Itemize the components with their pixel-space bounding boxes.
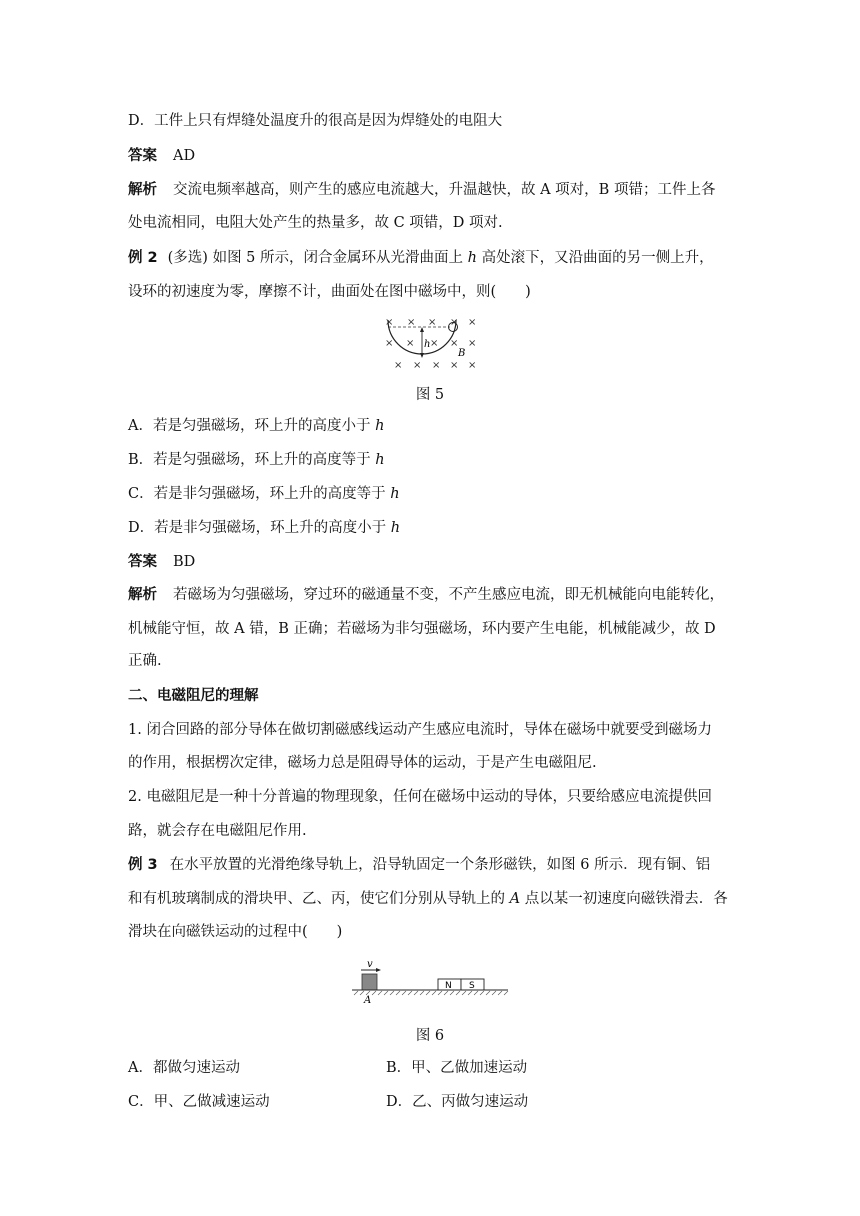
field-mark: ×	[468, 360, 477, 371]
figure-6	[348, 955, 512, 1007]
example-3-line-2	[128, 889, 728, 909]
v-label: v	[367, 959, 373, 970]
option-b: B．甲、乙做加速运动	[386, 1060, 528, 1076]
slider-block	[362, 974, 377, 990]
option-d-prev: D．工件上只有焊缝处温度升的很高是因为焊缝处的电阻大	[128, 113, 503, 129]
option-text: B．若是匀强磁场，环上升的高度等于	[128, 452, 376, 468]
field-mark: ×	[407, 317, 416, 328]
field-mark: ×	[413, 360, 422, 371]
answer-value: BD	[173, 554, 196, 570]
option-c	[128, 484, 400, 504]
field-mark: ×	[450, 317, 459, 328]
option-d: D．乙、丙做匀速运动	[386, 1094, 529, 1110]
field-mark: ×	[406, 338, 415, 349]
section-para-1-line-1: 1. 闭合回路的部分导体在做切割磁感线运动产生感应电流时，导体在磁场中就要受到磁场力	[128, 722, 712, 738]
answer-1	[128, 146, 195, 166]
b-label: B	[458, 348, 466, 359]
field-mark: ×	[432, 360, 441, 371]
example-label: 例 3	[128, 857, 158, 873]
analysis-text: 若磁场为匀强磁场，穿过环的磁通量不变，不产生感应电流，即无机械能向电能转化，	[173, 587, 724, 603]
h-label: h	[424, 339, 431, 350]
example-3-line-1	[128, 855, 710, 875]
example-text: (多选) 如图 5 所示，闭合金属环从光滑曲面上	[167, 250, 468, 266]
example-2-line-1	[128, 248, 714, 268]
figure-5	[380, 312, 480, 372]
option-a: A．都做匀速运动	[128, 1060, 240, 1076]
option-text: D．若是非匀强磁场，环上升的高度小于	[128, 520, 391, 536]
field-mark: ×	[468, 317, 477, 328]
figure-6-caption: 图 6	[415, 1028, 445, 1044]
answer-2	[128, 552, 195, 572]
analysis-2-line-2: 机械能守恒，故 A 错，B 正确；若磁场为非匀强磁场，环内要产生电能，机械能减少，故 D	[128, 621, 716, 637]
section-para-2-line-1: 2. 电磁阻尼是一种十分普遍的物理现象，任何在磁场中运动的导体，只要给感应电流提供回	[128, 789, 712, 805]
field-mark: ×	[428, 317, 437, 328]
example-3-line-3: 滑块在向磁铁运动的过程中( )	[128, 924, 343, 940]
field-mark: ×	[385, 317, 394, 328]
option-b	[128, 450, 385, 470]
var-h: h	[390, 520, 401, 536]
field-mark: ×	[450, 360, 459, 371]
var-h: h	[375, 452, 385, 468]
section-para-1-line-2: 的作用，根据楞次定律，磁场力总是阻碍导体的运动，于是产生电磁阻尼.	[128, 755, 597, 771]
height-arrow-head	[420, 327, 424, 332]
section-para-2-line-2: 路，就会存在电磁阻尼作用.	[128, 823, 307, 839]
example-text: 高处滚下，又沿曲面的另一侧上升，	[476, 250, 714, 266]
field-mark: ×	[430, 338, 439, 349]
example-text: 和有机玻璃制成的滑块甲、乙、丙，使它们分别从导轨上的	[128, 891, 510, 907]
analysis-label: 解析	[128, 587, 157, 603]
example-2-line-2: 设环的初速度为零，摩擦不计，曲面处在图中磁场中，则( )	[128, 284, 531, 300]
var-a: A	[509, 891, 521, 907]
option-text: A．若是匀强磁场，环上升的高度小于	[128, 418, 376, 434]
s-label: S	[469, 981, 475, 991]
field-mark: ×	[468, 338, 477, 349]
option-d	[128, 518, 400, 538]
a-label: A	[364, 995, 372, 1006]
field-mark: ×	[385, 338, 394, 349]
var-h: h	[375, 418, 385, 434]
option-c: C．甲、乙做减速运动	[128, 1094, 270, 1110]
example-text: 点以某一初速度向磁铁滑去．各	[520, 891, 728, 907]
analysis-1-line-2: 处电流相同，电阻大处产生的热量多，故 C 项错，D 项对.	[128, 215, 503, 231]
option-a	[128, 416, 384, 436]
field-mark: ×	[394, 360, 403, 371]
field-mark: ×	[450, 338, 459, 349]
figure-5-caption: 图 5	[415, 387, 445, 403]
n-label: N	[445, 981, 452, 991]
answer-label: 答案	[128, 554, 157, 570]
analysis-2-line-3: 正确.	[128, 653, 162, 669]
answer-value: AD	[173, 148, 196, 164]
var-h: h	[467, 250, 477, 266]
answer-label: 答案	[128, 148, 157, 164]
var-h: h	[390, 486, 400, 502]
velocity-arrow-head	[376, 968, 381, 972]
height-arrow-head	[420, 353, 424, 358]
example-label: 例 2	[128, 250, 158, 266]
analysis-1-line-1	[128, 180, 715, 200]
example-text: 在水平放置的光滑绝缘导轨上，沿导轨固定一个条形磁铁，如图 6 所示．现有铜、铝	[169, 857, 711, 873]
analysis-2-line-1	[128, 585, 724, 605]
analysis-label: 解析	[128, 182, 157, 198]
section-title: 二、电磁阻尼的理解	[128, 688, 259, 704]
option-text: C．若是非匀强磁场，环上升的高度等于	[128, 486, 391, 502]
rail-hatching	[354, 991, 508, 995]
analysis-text: 交流电频率越高，则产生的感应电流越大，升温越快，故 A 项对，B 项错；工件上各	[173, 182, 716, 198]
